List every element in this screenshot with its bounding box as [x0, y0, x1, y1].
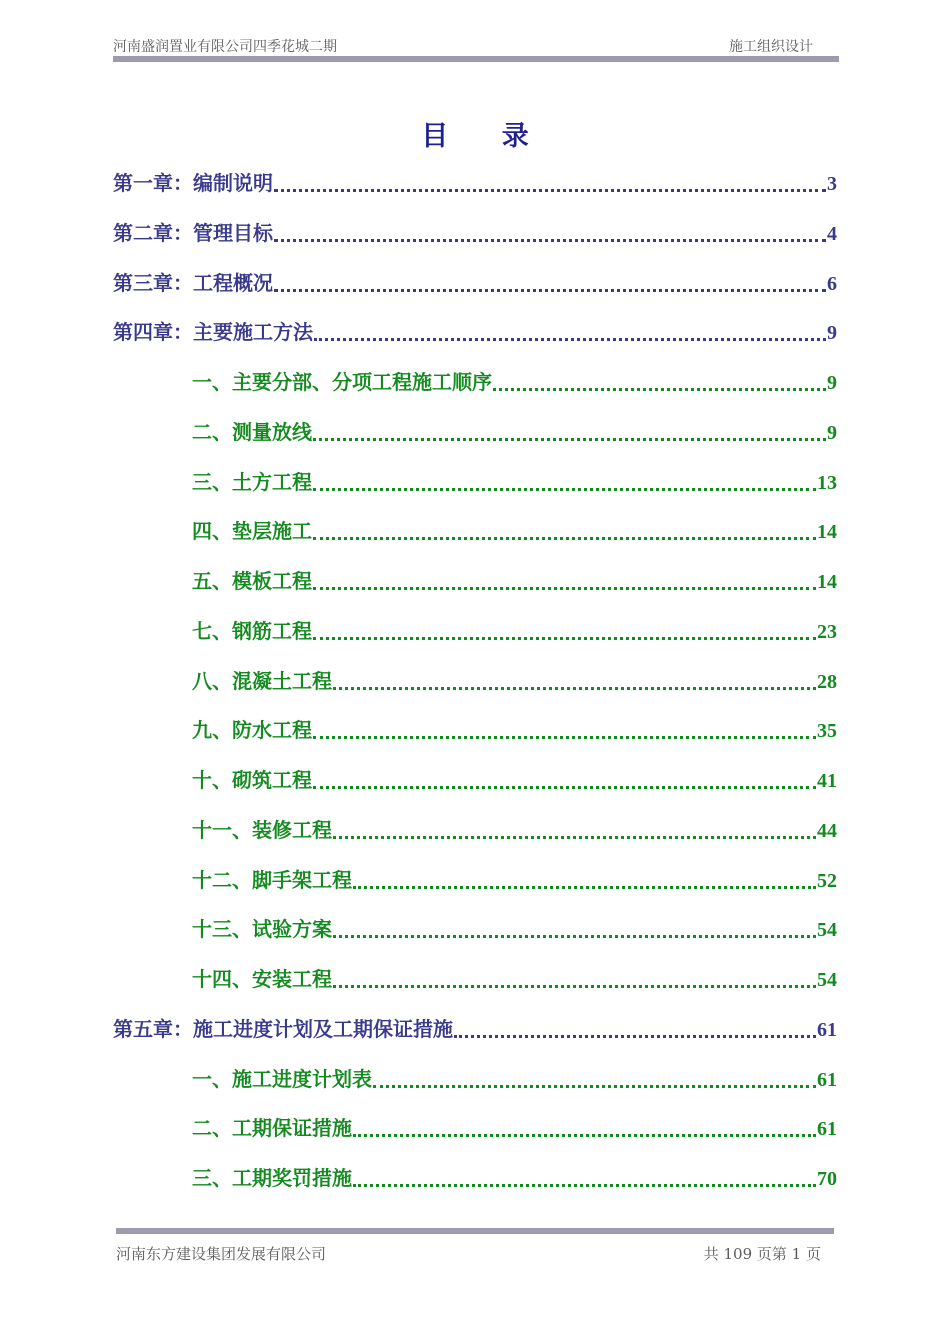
toc-page-number: 14 [817, 521, 837, 544]
toc-section-entry[interactable] [192, 465, 837, 495]
toc-page-number: 54 [817, 919, 837, 942]
toc-section-entry[interactable] [192, 962, 837, 992]
toc-entry-label: 十三、试验方案 [192, 917, 332, 942]
toc-entry-label: 九、防水工程 [192, 718, 312, 743]
toc-dot-leader [274, 188, 826, 192]
toc-entry-label: 一、施工进度计划表 [192, 1066, 372, 1091]
toc-chapter-entry[interactable] [113, 266, 837, 296]
footer-page-count: 共 109 页第 1 页 [703, 1245, 821, 1263]
toc-entry-label: 十四、安装工程 [192, 967, 332, 991]
toc-dot-leader [313, 586, 816, 590]
toc-entry-label: 三、工期奖罚措施 [192, 1166, 352, 1190]
toc-section-entry[interactable] [192, 1111, 837, 1141]
footer-company: 河南东方建设集团发展有限公司 [116, 1245, 327, 1263]
toc-dot-leader [313, 735, 816, 739]
toc-dot-leader [274, 238, 826, 242]
toc-section-entry[interactable] [192, 564, 837, 594]
toc-dot-leader [313, 437, 826, 441]
toc-dot-leader [313, 536, 816, 540]
toc-section-entry[interactable] [192, 1161, 837, 1191]
toc-page-number: 61 [817, 1068, 837, 1091]
toc-page-number: 61 [817, 1118, 837, 1141]
toc-entry-label: 七、钢筋工程 [192, 618, 312, 643]
toc-section-entry[interactable] [192, 514, 837, 544]
toc-dot-leader [333, 984, 816, 988]
toc-entry-label: 一、主要分部、分项工程施工顺序 [192, 370, 492, 394]
toc-dot-leader [313, 636, 816, 640]
toc-page-number: 23 [817, 620, 837, 643]
header-rule [113, 56, 839, 62]
toc-chapter-entry[interactable] [113, 315, 837, 345]
toc-page-number: 9 [827, 322, 837, 345]
toc-dot-leader [454, 1034, 816, 1038]
toc-entry-label: 八、混凝土工程 [192, 668, 332, 693]
toc-page-number: 70 [817, 1168, 837, 1190]
toc-entry-label: 二、测量放线 [192, 419, 312, 444]
toc-chapter-entry[interactable] [113, 216, 837, 246]
toc-page-number: 28 [817, 670, 837, 693]
toc-entry-label: 四、垫层施工 [192, 519, 312, 544]
toc-dot-leader [353, 885, 816, 889]
toc-dot-leader [333, 934, 816, 938]
toc-entry-label: 第四章：主要施工方法 [113, 320, 313, 345]
toc-section-entry[interactable] [192, 813, 837, 843]
toc-entry-label: 第三章：工程概况 [113, 270, 273, 295]
toc-entry-label: 五、模板工程 [192, 569, 312, 593]
toc-entry-label: 三、土方工程 [192, 469, 312, 494]
toc-dot-leader [333, 686, 816, 690]
toc-dot-leader [274, 288, 826, 292]
page-footer [113, 1241, 839, 1263]
toc-entry-label: 第一章：编制说明 [113, 171, 273, 195]
toc-entry-label: 第二章：管理目标 [113, 220, 273, 245]
toc-entry-label: 第五章：施工进度计划及工期保证措施 [113, 1016, 453, 1041]
toc-page-number: 35 [817, 720, 837, 743]
toc-dot-leader [353, 1133, 816, 1137]
toc-dot-leader [333, 835, 816, 839]
toc-page-number: 3 [827, 173, 837, 195]
toc-entry-label: 十、砌筑工程 [192, 768, 312, 792]
toc-page-number: 54 [817, 969, 837, 991]
toc-page-number: 9 [827, 421, 837, 444]
toc-section-entry[interactable] [192, 1062, 837, 1092]
toc-section-entry[interactable] [192, 664, 837, 694]
toc-section-entry[interactable] [192, 912, 837, 942]
header-company: 河南盛润置业有限公司四季花城二期 [113, 39, 337, 55]
toc-chapter-entry[interactable] [113, 166, 837, 196]
toc-dot-leader [313, 487, 816, 491]
header-doc-type: 施工组织设计 [729, 39, 813, 55]
footer-rule [116, 1228, 834, 1234]
toc-page-number: 14 [817, 571, 837, 593]
toc-entry-label: 二、工期保证措施 [192, 1116, 352, 1141]
toc-section-entry[interactable] [192, 415, 837, 445]
toc-page-number: 52 [817, 869, 837, 892]
toc-dot-leader [373, 1084, 816, 1088]
toc-title: 目 录 [421, 121, 551, 152]
toc-chapter-entry[interactable] [113, 1012, 837, 1042]
toc-section-entry[interactable] [192, 614, 837, 644]
toc-section-entry[interactable] [192, 763, 837, 793]
toc-page-number: 44 [817, 819, 837, 842]
toc-dot-leader [313, 785, 816, 789]
toc-entry-label: 十一、装修工程 [192, 817, 332, 842]
toc-page-number: 4 [827, 222, 837, 245]
toc-page-number: 41 [817, 770, 837, 792]
toc-dot-leader [493, 387, 826, 391]
toc-page-number: 6 [827, 272, 837, 295]
toc-dot-leader [314, 337, 826, 341]
toc-section-entry[interactable] [192, 713, 837, 743]
toc-section-entry[interactable] [192, 365, 837, 395]
toc-dot-leader [353, 1183, 816, 1187]
toc-page-number: 13 [817, 471, 837, 494]
toc-entry-label: 十二、脚手架工程 [192, 867, 352, 892]
toc-page-number: 61 [817, 1018, 837, 1041]
page-header [113, 34, 839, 54]
toc-page-number: 9 [827, 372, 837, 394]
toc-section-entry[interactable] [192, 863, 837, 893]
